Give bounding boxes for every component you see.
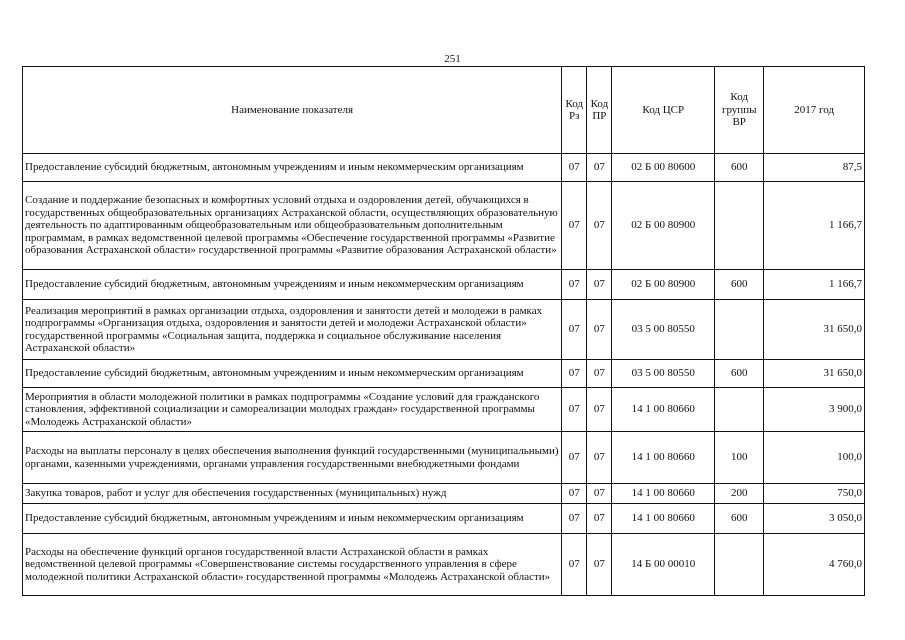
- row-rz: 07: [562, 360, 587, 388]
- row-name: Расходы на выплаты персоналу в целях обеспечения выполнения функций государственными (муниципальными) органами, казенными учреждениями, органами управления государственными внебюджетными фондами: [23, 432, 562, 484]
- row-amount: 31 650,0: [764, 300, 865, 360]
- table-row: [23, 182, 865, 270]
- row-vr: 600: [715, 504, 764, 534]
- row-pr: 07: [587, 484, 612, 504]
- header-name: Наименование показателя: [23, 67, 562, 154]
- row-rz: 07: [562, 432, 587, 484]
- row-vr: 200: [715, 484, 764, 504]
- row-vr: 600: [715, 154, 764, 182]
- row-rz: 07: [562, 300, 587, 360]
- row-csr: 03 5 00 80550: [612, 360, 715, 388]
- row-name: Закупка товаров, работ и услуг для обеспечения государственных (муниципальных) нужд: [23, 484, 562, 504]
- row-name: Предоставление субсидий бюджетным, автономным учреждениям и иным некоммерческим организациям: [23, 154, 562, 182]
- row-csr: 14 1 00 80660: [612, 388, 715, 432]
- row-rz: 07: [562, 182, 587, 270]
- row-rz: 07: [562, 388, 587, 432]
- row-vr: [715, 300, 764, 360]
- header-vr: Код группы ВР: [715, 67, 764, 154]
- row-pr: 07: [587, 432, 612, 484]
- table-row: [23, 432, 865, 484]
- row-csr: 03 5 00 80550: [612, 300, 715, 360]
- row-amount: 3 050,0: [764, 504, 865, 534]
- row-vr: 100: [715, 432, 764, 484]
- row-rz: 07: [562, 270, 587, 300]
- row-pr: 07: [587, 504, 612, 534]
- row-rz: 07: [562, 534, 587, 596]
- row-name: Реализация мероприятий в рамках организации отдыха, оздоровления и занятости детей и молодежи в рамках подпрограммы «Организация отдыха, оздоровления и занятости детей и молодежи Астраханской области» государственной программы «Социальная защита, поддержка и социальное обслуживание населения Астраханской области»: [23, 300, 562, 360]
- table-row: [23, 154, 865, 182]
- table-row: [23, 504, 865, 534]
- table-row: [23, 484, 865, 504]
- table-header-row: [23, 67, 865, 154]
- row-csr: 14 1 00 80660: [612, 432, 715, 484]
- header-pr: Код ПР: [587, 67, 612, 154]
- row-rz: 07: [562, 484, 587, 504]
- row-pr: 07: [587, 270, 612, 300]
- header-year: 2017 год: [764, 67, 865, 154]
- table-row: [23, 270, 865, 300]
- row-amount: 3 900,0: [764, 388, 865, 432]
- page-number: 251: [444, 53, 461, 65]
- row-amount: 750,0: [764, 484, 865, 504]
- header-csr: Код ЦСР: [612, 67, 715, 154]
- row-amount: 4 760,0: [764, 534, 865, 596]
- row-rz: 07: [562, 504, 587, 534]
- row-csr: 14 1 00 80660: [612, 484, 715, 504]
- row-vr: 600: [715, 270, 764, 300]
- table-row: [23, 300, 865, 360]
- row-pr: 07: [587, 182, 612, 270]
- row-vr: [715, 388, 764, 432]
- row-amount: 87,5: [764, 154, 865, 182]
- row-amount: 1 166,7: [764, 270, 865, 300]
- row-name: Мероприятия в области молодежной политики в рамках подпрограммы «Создание условий для гражданского становления, эффективной социализации и самореализации молодых граждан» государственной программы «Молодежь Астраханской области»: [23, 388, 562, 432]
- row-amount: 31 650,0: [764, 360, 865, 388]
- row-pr: 07: [587, 534, 612, 596]
- row-csr: 02 Б 00 80900: [612, 182, 715, 270]
- table-row: [23, 534, 865, 596]
- row-amount: 1 166,7: [764, 182, 865, 270]
- row-name: Расходы на обеспечение функций органов государственной власти Астраханской области в рамках ведомственной целевой программы «Совершенствование системы государственного управления в сфере молодежной политики Астраханской области» государственной программы «Молодежь Астраханской области»: [23, 534, 562, 596]
- row-pr: 07: [587, 300, 612, 360]
- row-pr: 07: [587, 360, 612, 388]
- row-name: Создание и поддержание безопасных и комфортных условий отдыха и оздоровления детей, обучающихся в государственных общеобразовательных организациях Астраханской области, осуществляющих образовательную деятельность по адаптированным общеобразовательным или общеобразовательным дополнительным программам, в рамках ведомственной целевой программы «Обеспечение государственной программы «Развитие образования Астраханской области» государственной программы «Развитие образования Астраханской области»: [23, 182, 562, 270]
- header-rz: Код Рз: [562, 67, 587, 154]
- row-csr: 02 Б 00 80600: [612, 154, 715, 182]
- row-pr: 07: [587, 154, 612, 182]
- table-row: [23, 388, 865, 432]
- row-csr: 14 Б 00 00010: [612, 534, 715, 596]
- row-vr: [715, 182, 764, 270]
- row-name: Предоставление субсидий бюджетным, автономным учреждениям и иным некоммерческим организациям: [23, 504, 562, 534]
- row-name: Предоставление субсидий бюджетным, автономным учреждениям и иным некоммерческим организациям: [23, 270, 562, 300]
- row-csr: 14 1 00 80660: [612, 504, 715, 534]
- budget-table: [22, 66, 865, 596]
- row-csr: 02 Б 00 80900: [612, 270, 715, 300]
- row-name: Предоставление субсидий бюджетным, автономным учреждениям и иным некоммерческим организациям: [23, 360, 562, 388]
- row-vr: 600: [715, 360, 764, 388]
- row-vr: [715, 534, 764, 596]
- row-pr: 07: [587, 388, 612, 432]
- row-amount: 100,0: [764, 432, 865, 484]
- table-row: [23, 360, 865, 388]
- row-rz: 07: [562, 154, 587, 182]
